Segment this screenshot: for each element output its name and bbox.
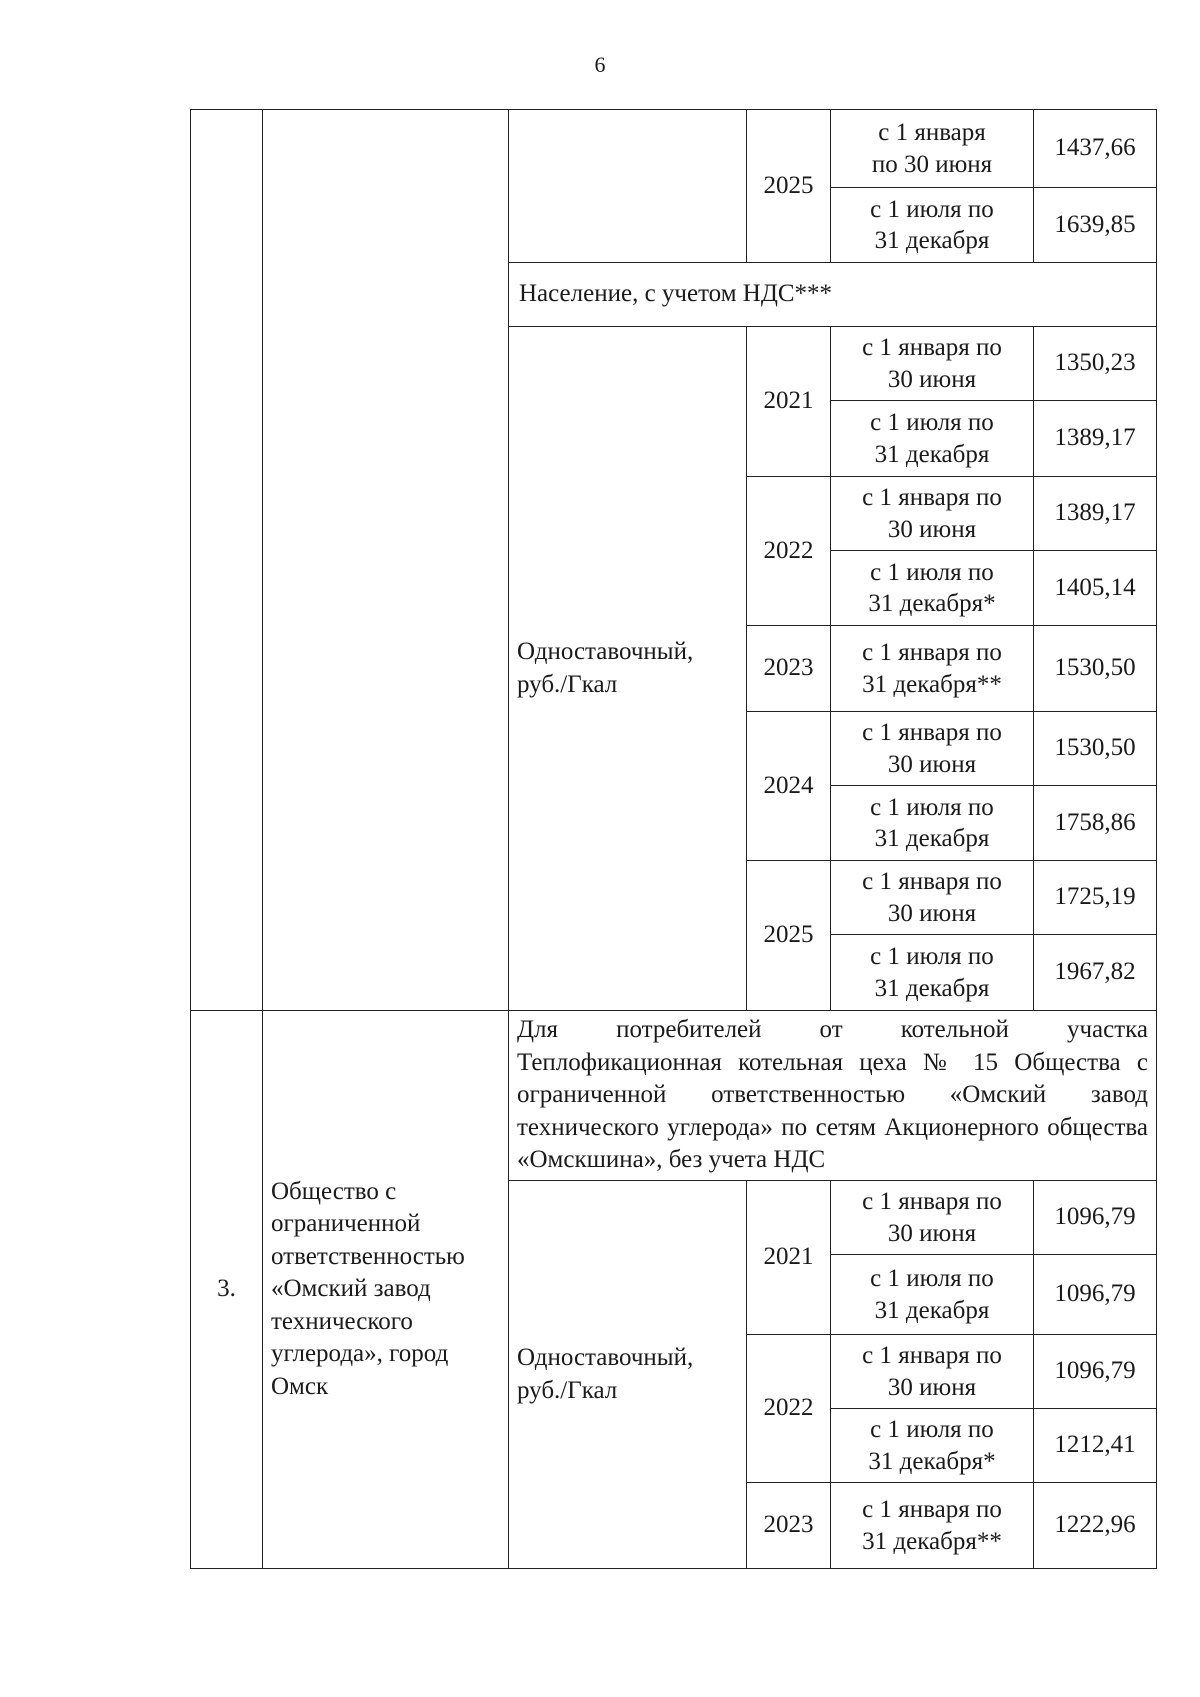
tariff-value-cell: 1530,50 (1034, 712, 1157, 786)
year-cell: 2024 (747, 712, 831, 861)
period-cell: с 1 января по 30 июня (831, 861, 1034, 935)
period-cell: с 1 января по 31 декабря** (831, 626, 1034, 712)
period-cell: с 1 июля по 31 декабря* (831, 551, 1034, 626)
period-cell: с 1 января по 30 июня (831, 1335, 1034, 1409)
period-cell: с 1 июля по 31 декабря (831, 401, 1034, 477)
tariff-value-cell: 1758,86 (1034, 786, 1157, 861)
tariff-value-cell: 1967,82 (1034, 935, 1157, 1011)
period-cell: с 1 января по 30 июня (831, 477, 1034, 551)
year-cell: 2021 (747, 1181, 831, 1335)
tariff-value-cell: 1437,66 (1034, 110, 1157, 188)
period-cell: с 1 января по 30 июня (831, 712, 1034, 786)
tariff-value-cell: 1389,17 (1034, 477, 1157, 551)
table-row (191, 110, 1157, 188)
tariff-value-cell: 1222,96 (1034, 1483, 1157, 1569)
tariff-value-cell: 1725,19 (1034, 861, 1157, 935)
consumers-header: Для потребителей от котельной участка Теплофикационная котельная цеха № 15 Общества с ограниченной ответственностью «Омский завод технического углерода» по сетям Акционерного общества «Омскшина», без учета НДС (509, 1011, 1157, 1181)
tariff-value-cell: 1389,17 (1034, 401, 1157, 477)
year-cell: 2022 (747, 477, 831, 626)
year-cell: 2025 (747, 110, 831, 263)
period-cell: с 1 января по 31 декабря** (831, 1483, 1034, 1569)
period-cell: с 1 июля по 31 декабря (831, 188, 1034, 263)
organization-cell (263, 110, 509, 1011)
tariff-value-cell: 1350,23 (1034, 327, 1157, 401)
tariff-value-cell: 1096,79 (1034, 1335, 1157, 1409)
row-number-cell: 3. (191, 1011, 263, 1569)
period-cell: с 1 июля по 31 декабря (831, 1255, 1034, 1335)
tariff-value-cell: 1405,14 (1034, 551, 1157, 626)
page-number: 6 (594, 52, 606, 77)
table-row (191, 1011, 1157, 1181)
period-cell: с 1 июля по 31 декабря* (831, 1409, 1034, 1483)
tariff-value-cell: 1096,79 (1034, 1181, 1157, 1255)
tariff-type-cell: Одноставочный, руб./Гкал (509, 1181, 747, 1569)
tariff-table (190, 109, 1157, 1569)
period-cell: с 1 января по 30 июня (831, 110, 1034, 188)
row-number-cell (191, 110, 263, 1011)
period-cell: с 1 июля по 31 декабря (831, 786, 1034, 861)
tariff-value-cell: 1096,79 (1034, 1255, 1157, 1335)
year-cell: 2022 (747, 1335, 831, 1483)
period-cell: с 1 января по 30 июня (831, 1181, 1034, 1255)
period-cell: с 1 января по 30 июня (831, 327, 1034, 401)
population-header: Население, с учетом НДС*** (509, 263, 1157, 327)
period-cell: с 1 июля по 31 декабря (831, 935, 1034, 1011)
tariff-type-cell: Одноставочный, руб./Гкал (509, 327, 747, 1011)
year-cell: 2021 (747, 327, 831, 477)
tariff-value-cell: 1639,85 (1034, 188, 1157, 263)
year-cell: 2023 (747, 626, 831, 712)
tariff-type-cell (509, 110, 747, 263)
organization-cell: Общество с ограниченной ответственностью «Омский завод технического углерода», город Омск (263, 1011, 509, 1569)
tariff-value-cell: 1530,50 (1034, 626, 1157, 712)
year-cell: 2025 (747, 861, 831, 1011)
year-cell: 2023 (747, 1483, 831, 1569)
tariff-value-cell: 1212,41 (1034, 1409, 1157, 1483)
